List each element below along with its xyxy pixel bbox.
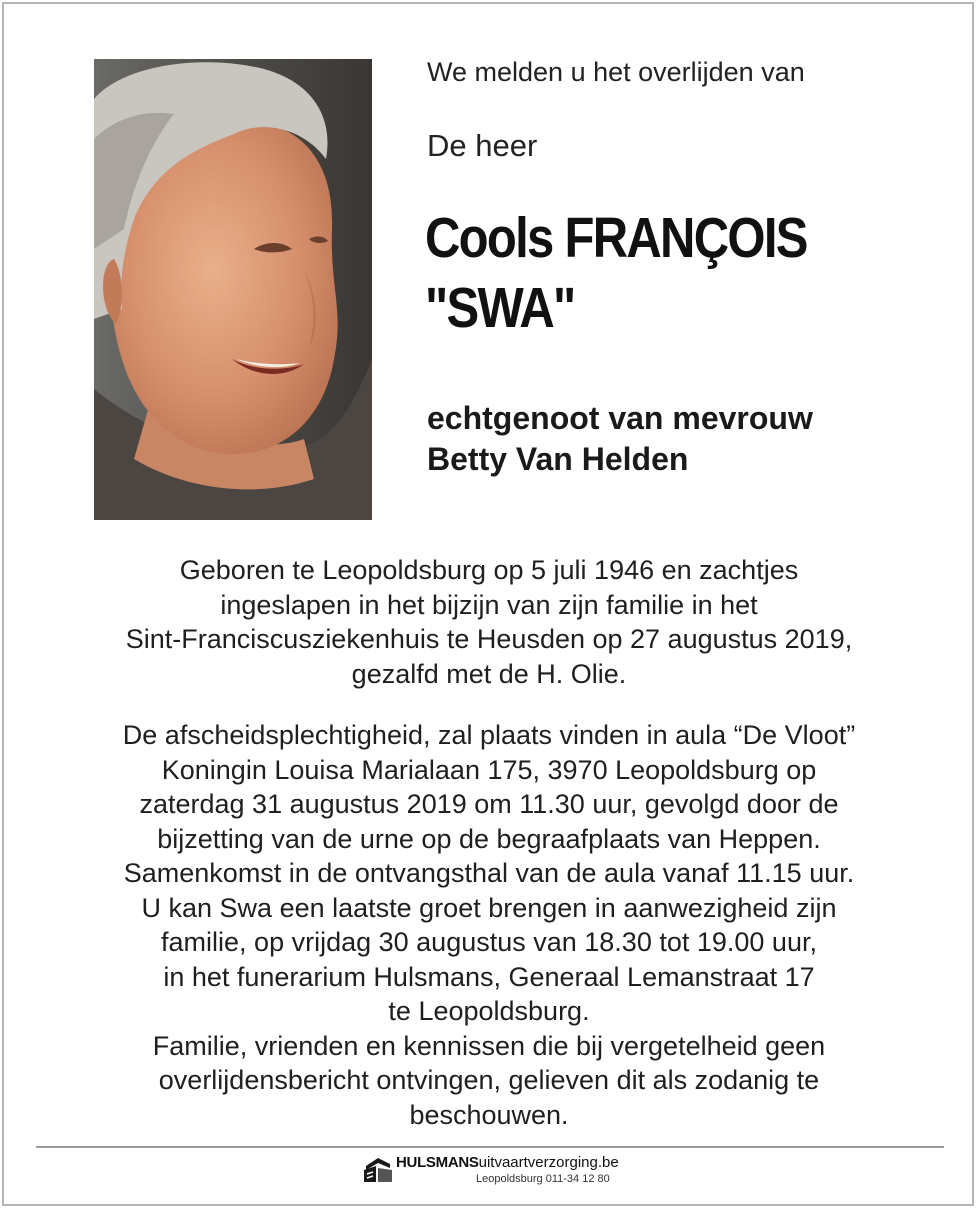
- text-line: gezalfd met de H. Olie.: [351, 658, 627, 689]
- text-line: overlijdensbericht ontvingen, gelieven dit als zodanig te: [158, 1065, 820, 1095]
- text-line: zaterdag 31 augustus 2019 om 11.30 uur, gevolgd door de: [139, 789, 839, 819]
- brand-site: uitvaartverzorging.be: [478, 1154, 619, 1171]
- ceremony-paragraph: [40, 718, 938, 1132]
- text-line: bijzetting van de urne op de begraafplaats van Heppen.: [157, 823, 821, 854]
- text-line: ingeslapen in het bijzijn van zijn familie in het: [220, 589, 758, 620]
- text-line: Geboren te Leopoldsburg op 5 juli 1946 en zachtjes: [179, 555, 799, 585]
- text-line: familie, op vrijdag 30 augustus van 18.30 tot 19.00 uur,: [161, 927, 817, 957]
- deceased-name: [425, 204, 807, 343]
- text-line: Sint-Franciscusziekenhuis te Heusden op 27 augustus 2019,: [125, 624, 853, 654]
- honorific: De heer: [427, 128, 538, 163]
- spouse-info: [427, 398, 813, 480]
- spouse-line-2: Betty Van Helden: [427, 440, 689, 477]
- name-line-2: "SWA": [425, 275, 575, 340]
- footer-city: Leopoldsburg: [476, 1173, 543, 1185]
- text-line: Samenkomst in de ontvangsthal van de aula vanaf 11.15 uur.: [123, 858, 855, 888]
- text-line: Koningin Louisa Marialaan 175, 3970 Leopoldsburg op: [161, 754, 817, 785]
- spouse-line-1: echtgenoot van mevrouw: [427, 400, 813, 436]
- footer-divider: [36, 1146, 944, 1148]
- brand-name: HULSMANS: [396, 1154, 479, 1171]
- text-line: De afscheidsplechtigheid, zal plaats vinden in aula “De Vloot”: [122, 720, 856, 750]
- hulsmans-logo-icon: [362, 1154, 394, 1186]
- intro-text: We melden u het overlijden van: [427, 57, 805, 87]
- name-line-1: Cools FRANÇOIS: [425, 206, 807, 270]
- text-line: beschouwen.: [409, 1099, 569, 1130]
- text-line: in het funerarium Hulsmans, Generaal Lemanstraat 17: [163, 961, 815, 992]
- footer-contact: [476, 1173, 610, 1185]
- footer-phone: 011-34 12 80: [545, 1173, 610, 1185]
- text-line: te Leopoldsburg.: [388, 996, 590, 1026]
- funeral-home-footer: [362, 1154, 662, 1188]
- text-line: Familie, vrienden en kennissen die bij vergetelheid geen: [152, 1030, 826, 1061]
- portrait-photo: [94, 59, 372, 520]
- text-line: U kan Swa een laatste groet brengen in aanwezigheid zijn: [141, 892, 837, 923]
- footer-brand: [396, 1154, 619, 1171]
- birth-death-paragraph: [40, 553, 938, 691]
